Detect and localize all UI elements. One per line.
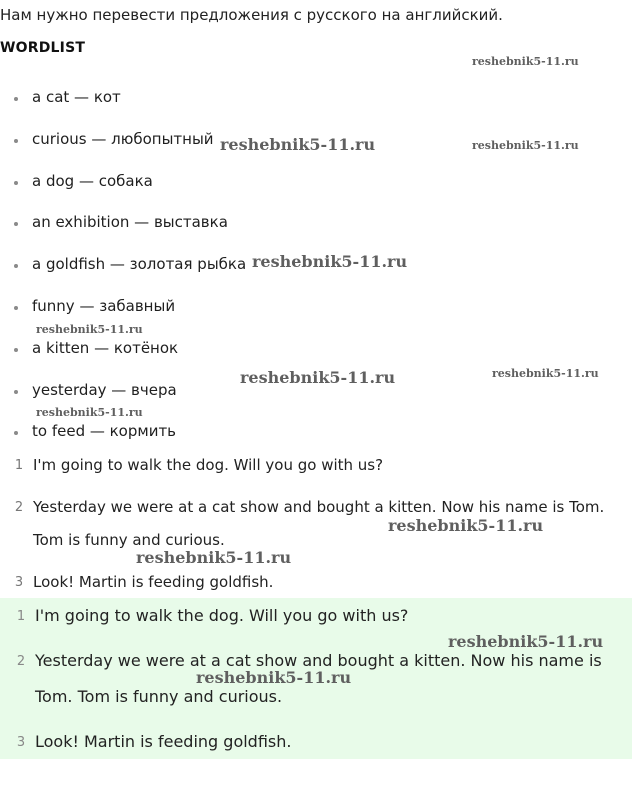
answer-number: 1 xyxy=(16,609,26,624)
answer-sentence-1: I'm going to walk the dog. Will you go with us? xyxy=(35,606,409,625)
bullet-icon xyxy=(14,390,18,394)
answer-sentence-2-line-1: Yesterday we were at a cat show and bought a kitten. Now his name is xyxy=(35,651,602,670)
watermark: reshebnik5-11.ru xyxy=(36,406,143,419)
task-sentence-2-line-2: Tom is funny and curious. xyxy=(33,531,225,549)
list-item xyxy=(14,130,246,172)
watermark: reshebnik5-11.ru xyxy=(388,516,544,535)
watermark: reshebnik5-11.ru xyxy=(472,139,579,152)
list-item xyxy=(14,88,246,130)
watermark: reshebnik5-11.ru xyxy=(448,632,604,651)
intro-text: Нам нужно перевести предложения с русского на английский. xyxy=(0,6,503,24)
sentence-number: 2 xyxy=(14,500,24,515)
bullet-icon xyxy=(14,348,18,352)
watermark: reshebnik5-11.ru xyxy=(36,323,143,336)
wordlist-heading: WORDLIST xyxy=(0,40,86,56)
word-pair: to feed — кормить xyxy=(32,422,177,441)
bullet-icon xyxy=(14,222,18,226)
answer-number: 3 xyxy=(16,735,26,750)
bullet-icon xyxy=(14,181,18,185)
word-pair: an exhibition — выставка xyxy=(32,213,228,232)
watermark: reshebnik5-11.ru xyxy=(492,367,599,380)
word-pair: curious — любопытный xyxy=(32,129,214,148)
answer-number: 2 xyxy=(16,654,26,669)
list-item xyxy=(14,255,246,297)
list-item xyxy=(14,213,246,255)
watermark: reshebnik5-11.ru xyxy=(196,668,352,687)
word-pair: yesterday — вчера xyxy=(32,380,177,399)
sentence-number: 3 xyxy=(14,575,24,590)
task-sentence-3: Look! Martin is feeding goldfish. xyxy=(33,573,274,591)
watermark: reshebnik5-11.ru xyxy=(472,55,579,68)
word-pair: a goldfish — золотая рыбка xyxy=(32,255,247,274)
bullet-icon xyxy=(14,306,18,310)
task-sentence-2-line-1: Yesterday we were at a cat show and bought a kitten. Now his name is Tom. xyxy=(33,498,605,516)
watermark: reshebnik5-11.ru xyxy=(240,368,396,387)
bullet-icon xyxy=(14,97,18,101)
watermark: reshebnik5-11.ru xyxy=(136,548,292,567)
word-pair: a dog — собака xyxy=(32,171,153,190)
bullet-icon xyxy=(14,139,18,143)
word-pair: a kitten — котёнок xyxy=(32,338,179,357)
word-pair: funny — забавный xyxy=(32,296,176,315)
bullet-icon xyxy=(14,264,18,268)
word-pair: a cat — кот xyxy=(32,88,121,106)
list-item xyxy=(14,339,246,381)
task-sentence-1: I'm going to walk the dog. Will you go with us? xyxy=(33,456,384,474)
sentence-number: 1 xyxy=(14,458,24,473)
watermark: reshebnik5-11.ru xyxy=(220,135,376,154)
list-item xyxy=(14,172,246,214)
watermark: reshebnik5-11.ru xyxy=(252,252,408,271)
answer-sentence-2-line-2: Tom. Tom is funny and curious. xyxy=(35,687,283,706)
bullet-icon xyxy=(14,431,18,435)
answer-sentence-3: Look! Martin is feeding goldfish. xyxy=(35,732,292,751)
